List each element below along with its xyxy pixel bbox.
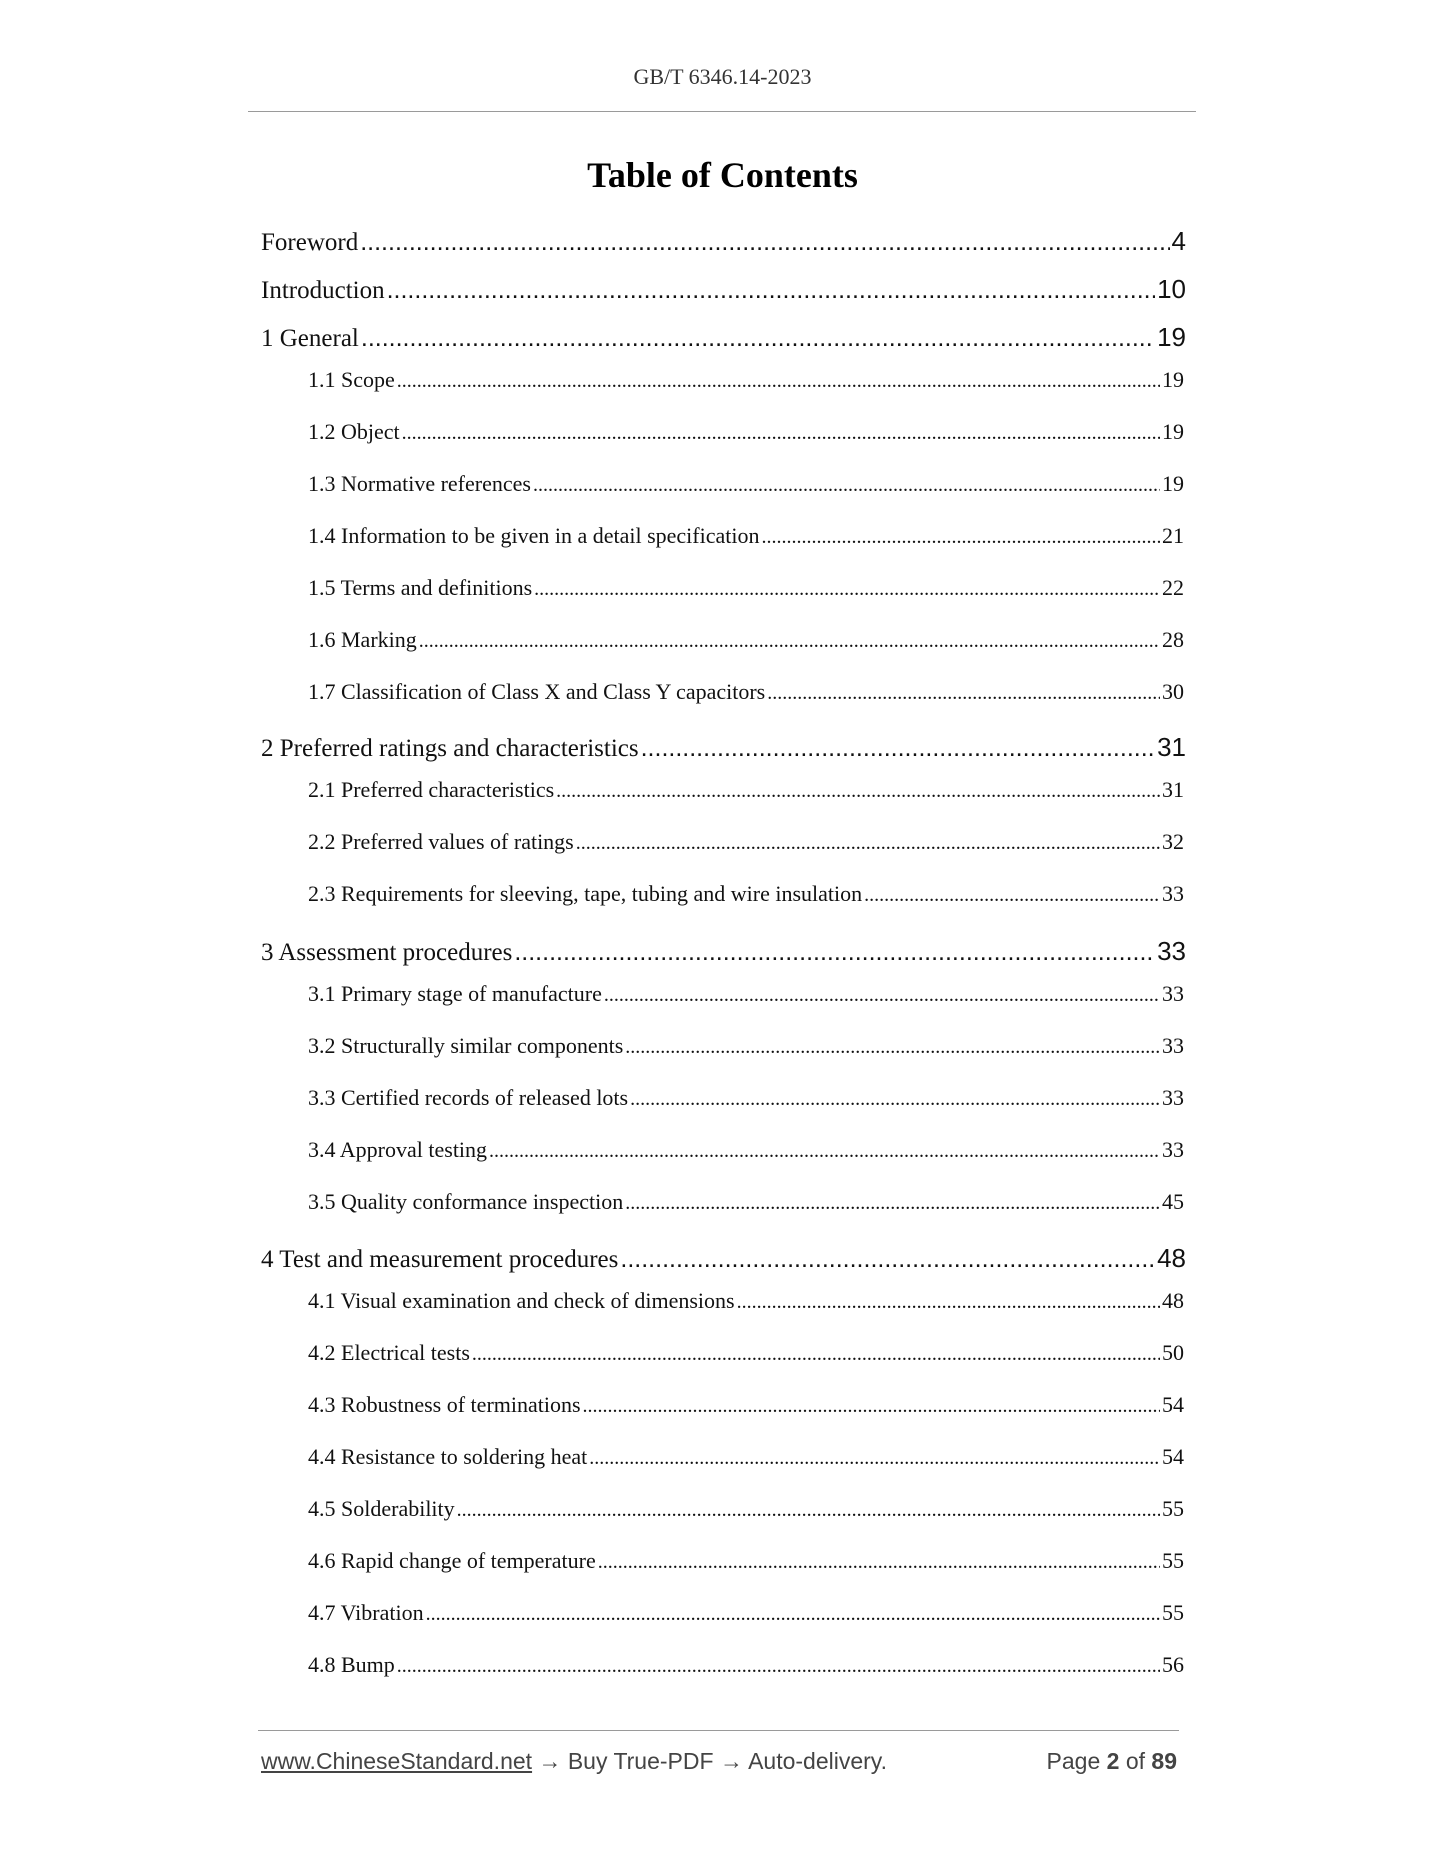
toc-entry-page: 19	[1162, 419, 1184, 444]
toc-entry-2-3[interactable]	[308, 881, 1184, 915]
toc-dot-leader	[620, 1245, 1155, 1274]
toc-entry-page: 33	[1162, 1085, 1184, 1110]
toc-entry-label: 3.2 Structurally similar components	[308, 1033, 624, 1058]
page-footer	[261, 1748, 1181, 1782]
toc-dot-leader	[761, 526, 1160, 549]
toc-entry-1-1[interactable]	[308, 367, 1184, 401]
toc-entry-page: 48	[1162, 1288, 1184, 1313]
toc-entry-label: 1.7 Classification of Class X and Class Y capacitors	[308, 679, 766, 704]
toc-entry-page: 19	[1162, 471, 1184, 496]
toc-dot-leader	[589, 1447, 1160, 1470]
toc-entry-label: 2.2 Preferred values of ratings	[308, 829, 574, 854]
toc-entry-4-7[interactable]	[308, 1600, 1184, 1634]
footer-promo	[261, 1748, 887, 1775]
toc-entry-page: 54	[1162, 1392, 1184, 1417]
page-indicator	[1047, 1748, 1177, 1775]
toc-entry-page: 19	[1162, 367, 1184, 392]
toc-entry-label: 3.3 Certified records of released lots	[308, 1085, 629, 1110]
toc-entry-page: 33	[1162, 1137, 1184, 1162]
toc-entry-page: 54	[1162, 1444, 1184, 1469]
toc-entry-introduction[interactable]	[261, 274, 1186, 314]
toc-entry-page: 45	[1162, 1189, 1184, 1214]
toc-dot-leader	[397, 370, 1160, 393]
toc-entry-page: 32	[1162, 829, 1184, 854]
toc-dot-leader	[604, 984, 1160, 1007]
toc-entry-label: 1.6 Marking	[308, 627, 417, 652]
toc-dot-leader	[472, 1343, 1160, 1366]
toc-entry-label: 1.3 Normative references	[308, 471, 531, 496]
toc-entry-page: 19	[1157, 322, 1186, 352]
toc-entry-label: 4.6 Rapid change of temperature	[308, 1548, 596, 1573]
toc-entry-page: 31	[1162, 777, 1184, 802]
toc-entry-page: 4	[1171, 226, 1186, 256]
footer-buy-text: Buy True-PDF	[567, 1748, 714, 1774]
toc-entry-label: 3.4 Approval testing	[308, 1137, 488, 1162]
toc-entry-label: 2.3 Requirements for sleeving, tape, tubing and wire insulation	[308, 881, 863, 906]
toc-entry-page: 55	[1162, 1548, 1184, 1573]
toc-entry-label: Introduction	[261, 277, 385, 304]
toc-entry-page: 22	[1162, 575, 1184, 600]
toc-dot-leader	[767, 682, 1160, 705]
toc-entry-page: 33	[1157, 936, 1186, 966]
toc-entry-3[interactable]	[261, 936, 1186, 976]
toc-entry-1-6[interactable]	[308, 627, 1184, 661]
toc-dot-leader	[514, 938, 1155, 967]
of-word: of	[1125, 1748, 1146, 1774]
toc-entry-label: 3.1 Primary stage of manufacture	[308, 981, 602, 1006]
toc-entry-2-2[interactable]	[308, 829, 1184, 863]
toc-dot-leader	[864, 884, 1160, 907]
toc-entry-label: 4.4 Resistance to soldering heat	[308, 1444, 588, 1469]
toc-dot-leader	[583, 1395, 1160, 1418]
toc-dot-leader	[419, 630, 1160, 653]
toc-dot-leader	[360, 228, 1169, 257]
arrow-right-icon: →	[538, 1748, 562, 1774]
toc-entry-page: 30	[1162, 679, 1184, 704]
toc-entry-label: 4.3 Robustness of terminations	[308, 1392, 581, 1417]
toc-entry-1[interactable]	[261, 322, 1186, 362]
toc-dot-leader	[457, 1499, 1160, 1522]
toc-entry-label: 1.1 Scope	[308, 367, 395, 392]
toc-entry-4-6[interactable]	[308, 1548, 1184, 1582]
website-link[interactable]: www.ChineseStandard.net	[261, 1748, 533, 1774]
toc-entry-page: 33	[1162, 1033, 1184, 1058]
toc-entry-4-2[interactable]	[308, 1340, 1184, 1374]
toc-dot-leader	[598, 1551, 1160, 1574]
footer-divider	[258, 1730, 1179, 1731]
toc-entry-label: 4.2 Electrical tests	[308, 1340, 470, 1365]
footer-delivery-text: Auto-delivery.	[748, 1748, 887, 1774]
toc-entry-label: 1.5 Terms and definitions	[308, 575, 533, 600]
toc-entry-3-3[interactable]	[308, 1085, 1184, 1119]
toc-entry-2-1[interactable]	[308, 777, 1184, 811]
toc-entry-label: 1 General	[261, 325, 359, 352]
toc-dot-leader	[737, 1291, 1160, 1314]
toc-entry-page: 55	[1162, 1600, 1184, 1625]
toc-dot-leader	[402, 422, 1160, 445]
toc-dot-leader	[533, 474, 1160, 497]
toc-dot-leader	[630, 1088, 1160, 1111]
toc-entry-1-5[interactable]	[308, 575, 1184, 609]
toc-entry-label: 2 Preferred ratings and characteristics	[261, 735, 639, 762]
arrow-right-icon: →	[719, 1748, 743, 1774]
toc-dot-leader	[489, 1140, 1160, 1163]
toc-entry-1-7[interactable]	[308, 679, 1184, 713]
toc-entry-page: 28	[1162, 627, 1184, 652]
toc-dot-leader	[641, 734, 1155, 763]
toc-entry-foreword[interactable]	[261, 226, 1186, 266]
page-word: Page	[1046, 1748, 1101, 1774]
total-page-count: 89	[1151, 1748, 1177, 1774]
toc-entry-page: 10	[1157, 274, 1186, 304]
document-header-title: GB/T 6346.14-2023	[633, 64, 812, 89]
toc-entry-1-2[interactable]	[308, 419, 1184, 453]
toc-entry-1-4[interactable]	[308, 523, 1184, 557]
current-page-number: 2	[1106, 1748, 1120, 1774]
toc-entry-page: 56	[1162, 1652, 1184, 1677]
toc-entry-label: 4.1 Visual examination and check of dimensions	[308, 1288, 735, 1313]
toc-entry-label: 1.4 Information to be given in a detail specification	[308, 523, 760, 548]
toc-dot-leader	[625, 1036, 1160, 1059]
toc-entry-2[interactable]	[261, 732, 1186, 772]
toc-entry-label: 2.1 Preferred characteristics	[308, 777, 555, 802]
toc-entry-label: 4.8 Bump	[308, 1652, 395, 1677]
toc-dot-leader	[576, 832, 1160, 855]
toc-entry-page: 21	[1162, 523, 1184, 548]
toc-entry-page: 31	[1157, 732, 1186, 762]
toc-dot-leader	[625, 1192, 1160, 1215]
toc-entry-label: 1.2 Object	[308, 419, 400, 444]
toc-dot-leader	[426, 1603, 1160, 1626]
toc-entry-4-5[interactable]	[308, 1496, 1184, 1530]
toc-entry-label: Foreword	[261, 229, 359, 256]
toc-dot-leader	[534, 578, 1160, 601]
toc-entry-page: 48	[1157, 1243, 1186, 1273]
toc-entry-label: 4.5 Solderability	[308, 1496, 455, 1521]
toc-entry-4-8[interactable]	[308, 1652, 1184, 1686]
toc-entry-4[interactable]	[261, 1243, 1186, 1283]
toc-entry-3-2[interactable]	[308, 1033, 1184, 1067]
toc-entry-3-4[interactable]	[308, 1137, 1184, 1171]
toc-dot-leader	[387, 276, 1155, 305]
toc-dot-leader	[397, 1655, 1160, 1678]
toc-dot-leader	[361, 324, 1155, 353]
toc-entry-label: 4.7 Vibration	[308, 1600, 424, 1625]
toc-entry-page: 33	[1162, 881, 1184, 906]
toc-entry-4-3[interactable]	[308, 1392, 1184, 1426]
toc-entry-page: 50	[1162, 1340, 1184, 1365]
toc-entry-label: 3.5 Quality conformance inspection	[308, 1189, 624, 1214]
toc-entry-3-1[interactable]	[308, 981, 1184, 1015]
toc-entry-page: 55	[1162, 1496, 1184, 1521]
toc-entry-4-4[interactable]	[308, 1444, 1184, 1478]
toc-dot-leader	[556, 780, 1160, 803]
toc-entry-page: 33	[1162, 981, 1184, 1006]
toc-entry-3-5[interactable]	[308, 1189, 1184, 1223]
toc-entry-1-3[interactable]	[308, 471, 1184, 505]
toc-title: Table of Contents	[587, 155, 858, 195]
toc-entry-4-1[interactable]	[308, 1288, 1184, 1322]
toc-entry-label: 4 Test and measurement procedures	[261, 1246, 619, 1273]
toc-entry-label: 3 Assessment procedures	[261, 939, 513, 966]
